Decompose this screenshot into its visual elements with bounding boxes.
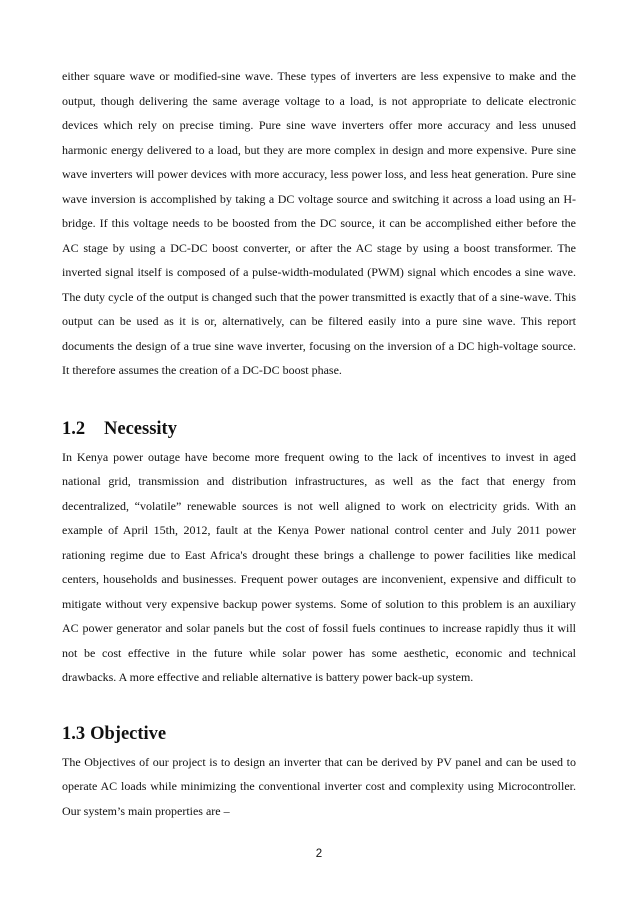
- objective-paragraph: The Objectives of our project is to design an inverter that can be derived by PV panel and can be used to operate AC loads while minimizing the conventional inverter cost and complexity using Microcontroller. Our system’s main properties are –: [62, 754, 576, 818]
- necessity-paragraph: In Kenya power outage have become more frequent owing to the lack of incentives to invest in aged national grid, transmission and distribution infrastructures, as well as the fact that energy from decentralized, “volatile” renewable sources is not well aligned to work on electricity grids. With an example of April 15th, 2012, fault at the Kenya Power national control center and July 2011 power rationing regime due to East Africa's drought these brings a challenge to power facilities like medical centers, households and businesses. Frequent power outages are inconvenient, expensive and difficult to mitigate without very expensive backup power systems. Some of solution to this problem is an auxiliary AC power generator and solar panels but the cost of fossil fuels continues to increase rapidly thus it will not be cost effective in the future while solar power has some aesthetic, economic and technical drawbacks. A more effective and reliable alternative is battery power back-up system.: [62, 449, 576, 684]
- section-number: 1.3: [62, 723, 86, 744]
- section-number: 1.2: [62, 418, 86, 439]
- intro-paragraph: either square wave or modified-sine wave. These types of inverters are less expensive to make and the output, though delivering the same average voltage to a load, is not appropriate to delicate electronic devices which rely on precise timing. Pure sine wave inverters offer more accuracy and less unused harmonic energy delivered to a load, but they are more complex in design and more expensive. Pure sine wave inverters will power devices with more accuracy, less power loss, and less heat generation. Pure sine wave inversion is accomplished by taking a DC voltage source and switching it across a load using an H-bridge. If this voltage needs to be boosted from the DC source, it can be accomplished either before the AC stage by using a DC-DC boost converter, or after the AC stage by using a boost transformer. The inverted signal itself is composed of a pulse-width-modulated (PWM) signal which encodes a sine wave. The duty cycle of the output is changed such that the power transmitted is exactly that of a sine-wave. This output can be used as it is or, alternatively, can be filtered easily into a pure sine wave. This report documents the design of a true sine wave inverter, focusing on the inversion of a DC high-voltage source. It therefore assumes the creation of a DC-DC boost phase.: [62, 69, 576, 377]
- page-content: [62, 64, 576, 823]
- section-title: Objective: [90, 723, 167, 744]
- section-title: Necessity: [104, 418, 177, 439]
- section-heading-objective: [62, 722, 576, 746]
- page-number: 2: [315, 848, 323, 860]
- section-heading-necessity: [62, 417, 576, 441]
